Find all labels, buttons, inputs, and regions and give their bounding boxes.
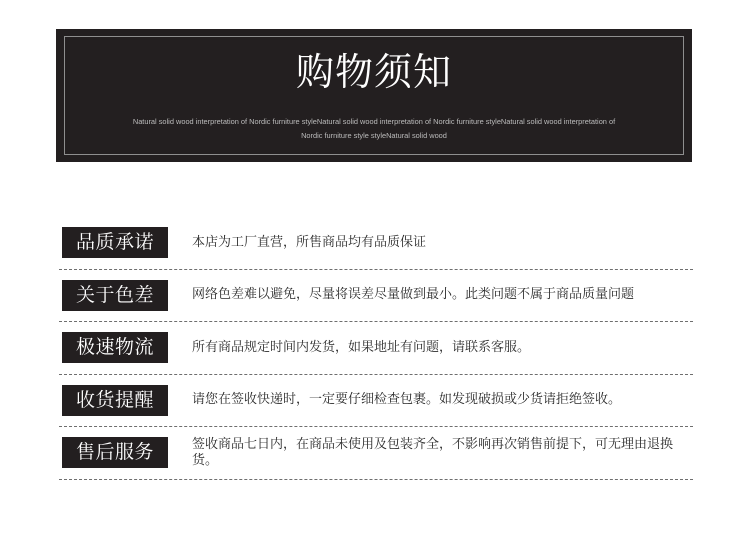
header-banner — [56, 29, 692, 162]
notice-text: 签收商品七日内，在商品未使用及包装齐全，不影响再次销售前提下，可无理由退换货。 — [192, 436, 674, 468]
notice-text: 所有商品规定时间内发货，如果地址有问题，请联系客服。 — [192, 339, 531, 355]
notice-row-color — [59, 270, 693, 323]
notice-tag: 售后服务 — [62, 437, 168, 468]
notice-text: 本店为工厂直营，所售商品均有品质保证 — [192, 234, 427, 250]
notice-row-quality — [59, 217, 693, 270]
notice-row-receipt — [59, 375, 693, 428]
notice-text: 网络色差难以避免，尽量将误差尽量做到最小。此类问题不属于商品质量问题 — [192, 287, 635, 303]
notice-row-aftersales — [59, 427, 693, 480]
notice-text: 请您在签收快递时，一定要仔细检查包裹。如发现破损或少货请拒绝签收。 — [192, 392, 622, 408]
banner-subtitle: Natural solid wood interpretation of Nordic furniture styleNatural solid wood interpretation of Nordic furniture styleNatural solid wood interpretation of Nordic furniture style styleNatural solid wood — [132, 117, 616, 140]
notice-tag: 关于色差 — [62, 280, 168, 311]
notice-row-logistics — [59, 322, 693, 375]
notice-tag: 收货提醒 — [62, 385, 168, 416]
page-title: 购物须知 — [295, 50, 452, 94]
notice-list — [59, 217, 693, 480]
notice-tag: 极速物流 — [62, 332, 168, 363]
notice-tag: 品质承诺 — [62, 227, 168, 258]
